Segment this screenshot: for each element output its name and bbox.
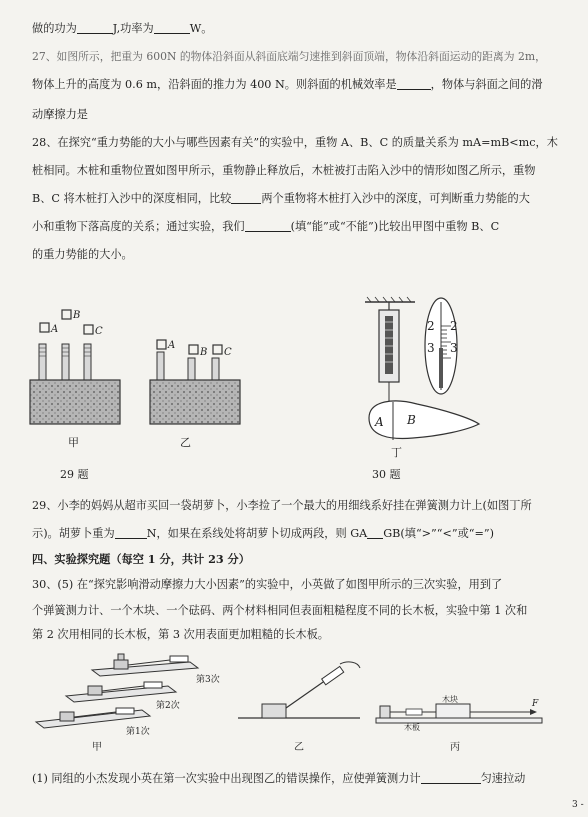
- carrot-label-b: B: [407, 413, 416, 427]
- figure-label-ding: 丁: [391, 446, 402, 459]
- weight-label-c: C: [95, 326, 103, 337]
- answer-blank[interactable]: [421, 772, 481, 784]
- board-label: 木板: [404, 723, 420, 732]
- block-label: 木块: [442, 695, 458, 704]
- trial-label-1: 第1次: [126, 727, 150, 737]
- answer-blank[interactable]: [231, 192, 261, 204]
- line-7: B、C 将木桩打入沙中的深度相同，比较 两个重物将木桩打入沙中的深度，可判断重力势能的大: [32, 192, 530, 205]
- figure-friction-experiment: [30, 646, 550, 758]
- line-3: 物体上升的高度为 0.6 m，沿斜面的推力为 400 N。则斜面的机械效率是 ，物体与斜面之间的滑: [32, 78, 543, 91]
- answer-blank[interactable]: [397, 78, 431, 90]
- line-8: 小和重物下落高度的关系；通过实验，我们 (填“能”或“不能”)比较出甲图中重物 B、C: [32, 220, 500, 233]
- weight-label-b: B: [73, 310, 81, 321]
- trial-label-3: 第3次: [196, 675, 220, 685]
- line-12: 30、(5) 在“探究影响滑动摩擦力大小因素”的实验中，小英做了如图甲所示的三次实验，用到了: [32, 578, 503, 591]
- line-2: 27、如图所示，把重为 600N 的物体沿斜面从斜面底端匀速推到斜面顶端，物体沿斜面运动的距离为 2m，: [32, 50, 546, 63]
- line-10: 29、小李的妈妈从超市买回一袋胡萝卜，小李捡了一个最大的用细线系好挂在弹簧测力计上(如图丁所: [32, 499, 532, 512]
- figure-label-jia-exp: 甲: [92, 742, 102, 753]
- scale-number-2-right: 2: [450, 319, 458, 333]
- line-14: 第 2 次用相同的长木板，第 3 次用表面更加粗糙的长木板。: [32, 628, 329, 641]
- figure-label-jia: 甲: [68, 436, 79, 449]
- line-9: 的重力势能的大小。: [32, 248, 133, 261]
- line-15: (1) 同组的小杰发现小英在第一次实验中出现图乙的错误操作，应使弹簧测力计 匀速拉动: [32, 772, 526, 785]
- line-5: 28、在探究“重力势能的大小与哪些因素有关”的实验中，重物 A、B、C 的质量关系为 mA=mB<mc，木: [32, 136, 558, 149]
- figure-label-yi: 乙: [180, 436, 191, 449]
- line-1: 做的功为 J,功率为 W。: [32, 22, 213, 35]
- figure-30-spring-scale: [355, 296, 515, 466]
- answer-blank[interactable]: [245, 220, 291, 232]
- scale-number-2-left: 2: [427, 319, 435, 333]
- carrot-label-a: A: [375, 415, 384, 429]
- weight-label-a-yi: A: [168, 340, 176, 351]
- answer-blank[interactable]: [367, 527, 383, 539]
- scale-number-3-left: 3: [427, 341, 435, 355]
- scale-number-3-right: 3: [450, 341, 458, 355]
- force-label: F: [532, 699, 539, 709]
- weight-label-a: A: [51, 324, 59, 335]
- line-13: 个弹簧测力计、一个木块、一个砝码、两个材料相同但表面粗糙程度不同的长木板，实验中第 1 次和: [32, 604, 528, 617]
- figure-29-caption: 29 题: [60, 468, 89, 481]
- figure-29-stakes: [26, 300, 266, 480]
- trial-label-2: 第2次: [156, 701, 180, 711]
- figure-label-bing: 丙: [450, 742, 460, 753]
- answer-blank[interactable]: [77, 22, 113, 34]
- figure-30-caption: 30 题: [372, 468, 401, 481]
- figure-label-yi-exp: 乙: [294, 742, 304, 753]
- answer-blank[interactable]: [115, 527, 147, 539]
- line-11: 示)。胡萝卜重为 N，如果在系线处将胡萝卜切成两段，则 GA GB(填“>”“<”或“=”): [32, 527, 494, 540]
- line-6: 桩相同。木桩和重物位置如图甲所示，重物静止释放后，木桩被打击陷入沙中的情形如图乙所示，重物: [32, 164, 536, 177]
- weight-label-c-yi: C: [224, 347, 232, 358]
- line-4: 动摩擦力是: [32, 108, 88, 121]
- section-heading: 四、实验探究题（每空 1 分，共计 23 分）: [32, 552, 250, 566]
- weight-label-b-yi: B: [200, 347, 208, 358]
- answer-blank[interactable]: [154, 22, 190, 34]
- page-number: 3 -: [572, 800, 584, 810]
